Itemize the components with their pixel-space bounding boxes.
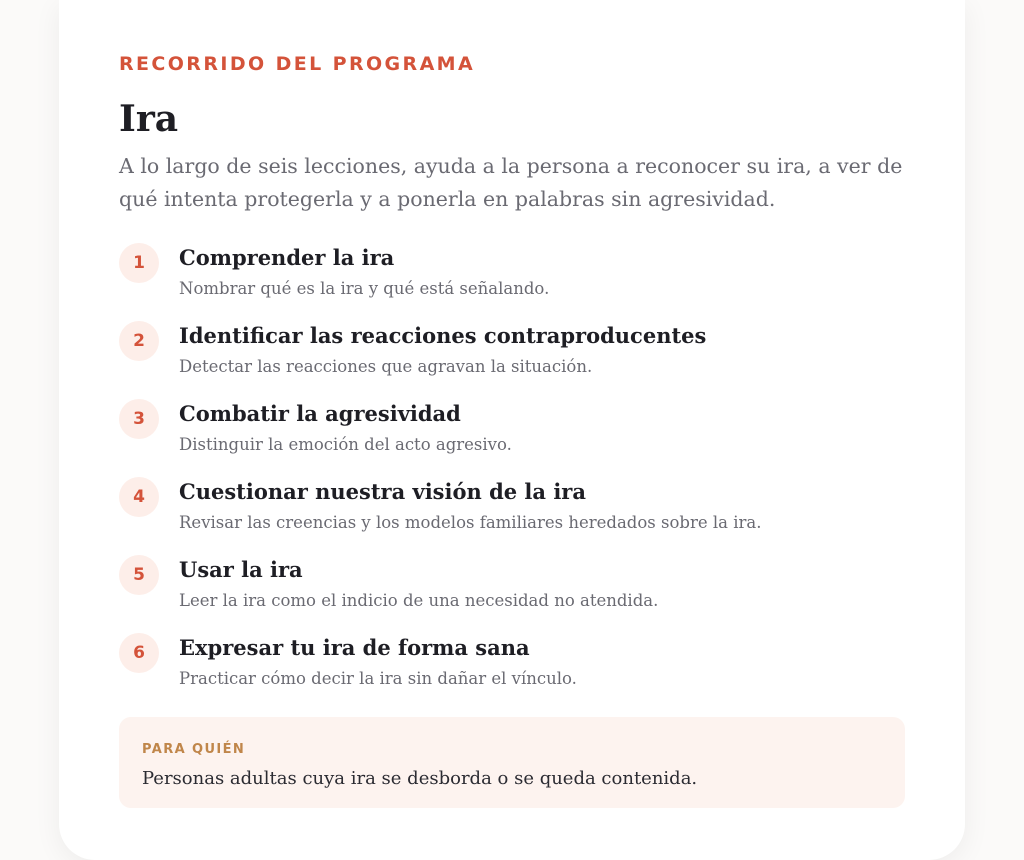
lesson-number-badge: 3 xyxy=(119,399,159,439)
lesson-description: Leer la ira como el indicio de una necesidad no atendida. xyxy=(179,591,659,610)
lesson-number-badge: 4 xyxy=(119,477,159,517)
audience-label: PARA QUIÉN xyxy=(142,742,246,757)
lesson-item xyxy=(119,476,919,554)
program-eyebrow: RECORRIDO DEL PROGRAMA xyxy=(119,53,476,75)
lesson-title: Cuestionar nuestra visión de la ira xyxy=(179,479,586,504)
audience-text: Personas adultas cuya ira se desborda o se queda contenida. xyxy=(142,768,698,789)
lesson-description: Distinguir la emoción del acto agresivo. xyxy=(179,435,512,454)
lesson-item xyxy=(119,554,919,632)
lesson-number-badge: 6 xyxy=(119,633,159,673)
lesson-item xyxy=(119,398,919,476)
lesson-item xyxy=(119,320,919,398)
audience-box xyxy=(119,717,905,808)
program-card xyxy=(59,0,965,860)
lesson-number-badge: 2 xyxy=(119,321,159,361)
lesson-list xyxy=(119,242,919,710)
lesson-description: Detectar las reacciones que agravan la situación. xyxy=(179,357,593,376)
lesson-title: Usar la ira xyxy=(179,557,303,582)
lesson-title: Identificar las reacciones contraproducentes xyxy=(179,323,707,348)
lesson-item xyxy=(119,632,919,710)
lesson-item xyxy=(119,242,919,320)
program-title: Ira xyxy=(119,98,179,140)
lesson-title: Expresar tu ira de forma sana xyxy=(179,635,530,660)
lesson-title: Combatir la agresividad xyxy=(179,401,461,426)
program-intro: A lo largo de seis lecciones, ayuda a la persona a reconocer su ira, a ver de qué intenta protegerla y a ponerla en palabras sin agresividad. xyxy=(119,154,903,211)
lesson-description: Practicar cómo decir la ira sin dañar el vínculo. xyxy=(179,669,577,688)
lesson-description: Nombrar qué es la ira y qué está señalando. xyxy=(179,279,550,298)
lesson-title: Comprender la ira xyxy=(179,245,395,270)
lesson-number-badge: 5 xyxy=(119,555,159,595)
lesson-number-badge: 1 xyxy=(119,243,159,283)
lesson-description: Revisar las creencias y los modelos familiares heredados sobre la ira. xyxy=(179,513,762,532)
